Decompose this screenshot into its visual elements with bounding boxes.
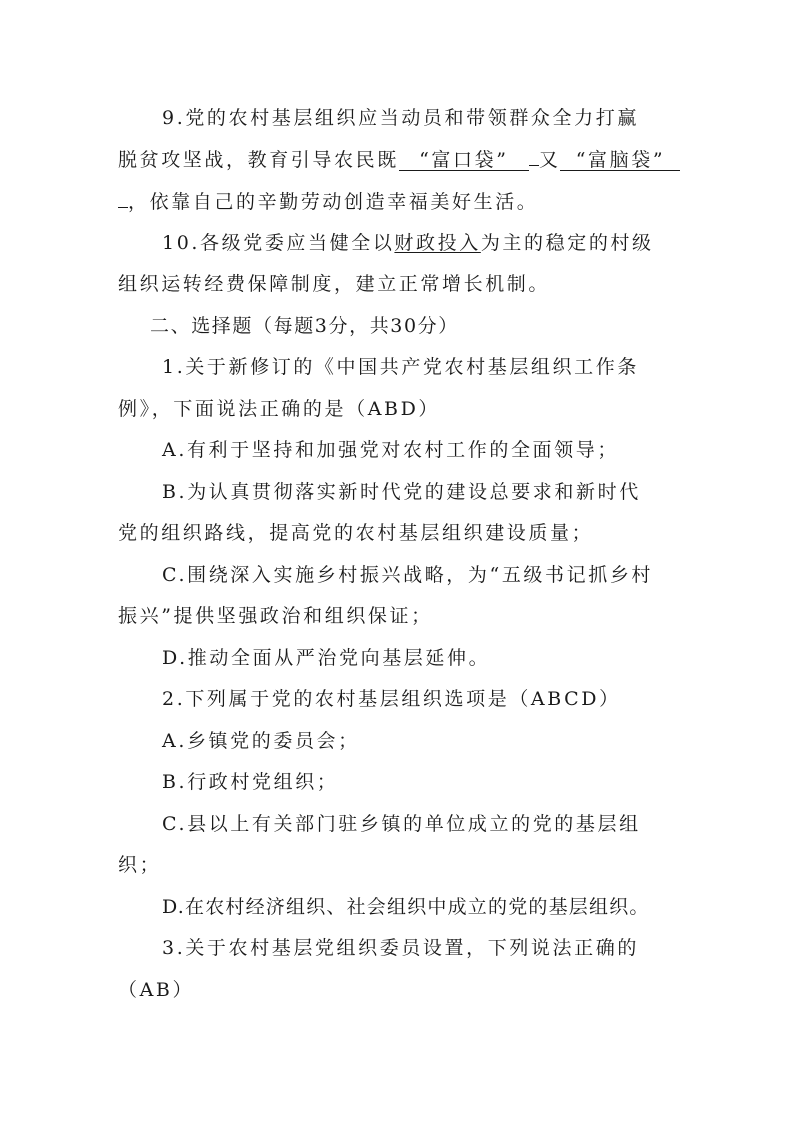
mc2-option-d: D.在农村经济组织、社会组织中成立的党的基层组织。 [162,896,650,918]
mc3-stem-line-1: 3.关于农村基层党组织委员设置，下列说法正确的 [162,937,639,959]
mc1-stem-line-2: 例》，下面说法正确的是（ABD） [118,398,441,420]
q10-line-1 [162,231,654,255]
mc2-stem: 2.下列属于党的农村基层组织选项是（ABCD） [162,688,621,710]
mc1-option-a: A.有利于坚持和加强党对农村工作的全面领导； [162,439,619,461]
mc2-option-c-line-2: 织； [118,854,162,876]
mc3-stem-line-2: （AB） [118,979,195,1001]
q9-connector-text: 又 [538,149,561,171]
q10-line-1-post: 为主的稳定的村级 [480,232,654,254]
mc1-option-b-line-1: B.为认真贯彻落实新时代党的建设总要求和新时代 [162,481,641,503]
mc1-option-d: D.推动全面从严治党向基层延伸。 [162,647,491,669]
section-heading: 二、选择题（每题3分，共30分） [150,315,459,337]
q9-trailing-blank [118,207,128,208]
q9-line-3-text: ，依靠自己的辛勤劳动创造幸福美好生活。 [128,191,539,213]
q9-line-1: 9.党的农村基层组织应当动员和带领群众全力打赢 [162,107,639,129]
mc1-stem-line-1: 1.关于新修订的《中国共产党农村基层组织工作条 [162,356,639,378]
q10-line-2: 组织运转经费保障制度，建立正常增长机制。 [118,273,551,295]
mc2-option-c-line-1: C.县以上有关部门驻乡镇的单位成立的党的基层组 [162,813,641,835]
mc2-option-a: A.乡镇党的委员会； [162,730,360,752]
mc2-option-b: B.行政村党组织； [162,771,339,793]
q10-answer: 财政投入 [394,232,481,254]
q9-blank-gap [529,165,539,166]
q9-answer-blank-1: “富口袋” [399,150,529,171]
q9-line-2 [118,148,680,172]
mc1-option-b-line-2: 党的组织路线，提高党的农村基层组织建设质量； [118,522,594,544]
mc1-option-c-line-1: C.围绕深入实施乡村振兴战略，为“五级书记抓乡村 [162,564,654,586]
q10-line-1-pre: 10.各级党委应当健全以 [162,232,395,254]
q9-line-2-text: 脱贫攻坚战，教育引导农民既 [118,149,399,171]
q9-line-3 [118,190,538,214]
mc1-option-c-line-2: 振兴”提供坚强政治和组织保证； [118,605,433,627]
q9-answer-blank-2: “富脑袋” [560,150,680,171]
